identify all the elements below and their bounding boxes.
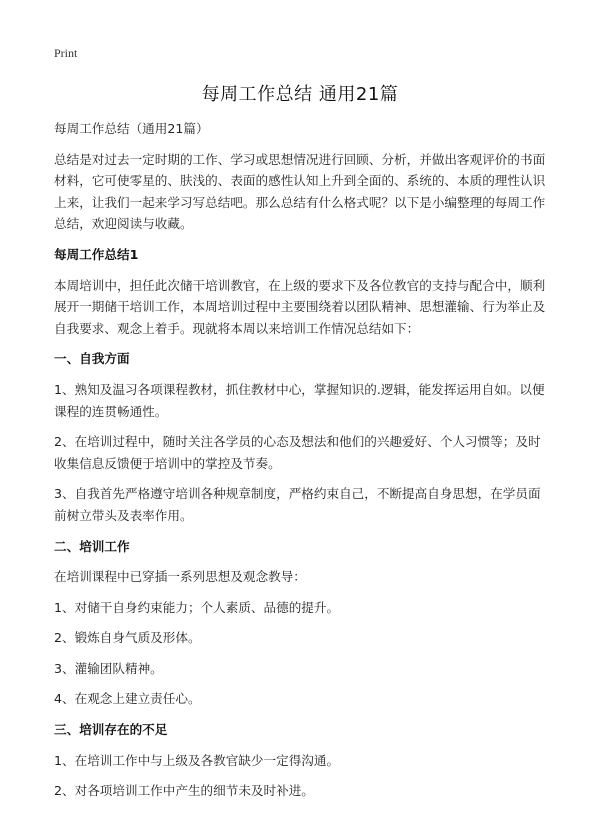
section-intro-paragraph: 本周培训中，担任此次储干培训教官，在上级的要求下及各位教官的支持与配合中，顺利展开一期储干培训工作，本周培训过程中主要围绕着以团队精神、思想灌输、行为举止及自我要求、观念上着手。现就将本周以来培训工作情况总结如下： [54,277,546,336]
article-body [54,118,547,811]
list-item: 2、对各项培训工作中产生的细节未及时补进。 [54,783,314,799]
list-item: 1、在培训工作中与上级及各教官缺少一定得沟通。 [54,752,340,768]
list-item: 2、在培训过程中，随时关注各学员的心态及想法和他们的兴趣爱好、个人习惯等；及时收集信息反馈便于培训中的掌控及节奏。 [54,434,541,471]
section-heading: 每周工作总结1 [54,246,139,262]
list-item: 1、熟知及温习各项课程教材，抓住教材中心，掌握知识的.逻辑，能发挥运用自如。以便课程的连贯畅通性。 [54,381,545,419]
list-item: 2、锻炼自身气质及形体。 [54,630,201,646]
subtitle: 每周工作总结（通用21篇） [54,121,209,136]
list-item: 1、对储干自身约束能力；个人素质、品德的提升。 [54,599,340,615]
intro-paragraph: 总结是对过去一定时期的工作、学习或思想情况进行回顾、分析，并做出客观评价的书面材料，它可使零星的、肤浅的、表面的感性认知上升到全面的、系统的、本质的理性认识上来，让我们一起来学习写总结吧。那么总结有什么格式呢？以下是小编整理的每周工作总结，欢迎阅读与收藏。 [54,151,546,232]
list-item: 3、灌输团队精神。 [54,660,163,676]
part1-heading: 一、自我方面 [54,351,130,367]
part2-intro: 在培训课程中已穿插一系列思想及观念教导： [54,569,306,585]
list-item: 4、在观念上建立责任心。 [54,691,201,707]
list-item: 3、自我首先严格遵守培训各种规章制度，严格约束自己，不断提高自身思想，在学员面前树立带头及表率作用。 [54,486,541,523]
part3-heading: 三、培训存在的不足 [54,722,168,738]
page-title: 每周工作总结 通用21篇 [201,84,399,105]
part2-heading: 二、培训工作 [54,538,130,554]
print-link[interactable]: Print [54,46,78,60]
